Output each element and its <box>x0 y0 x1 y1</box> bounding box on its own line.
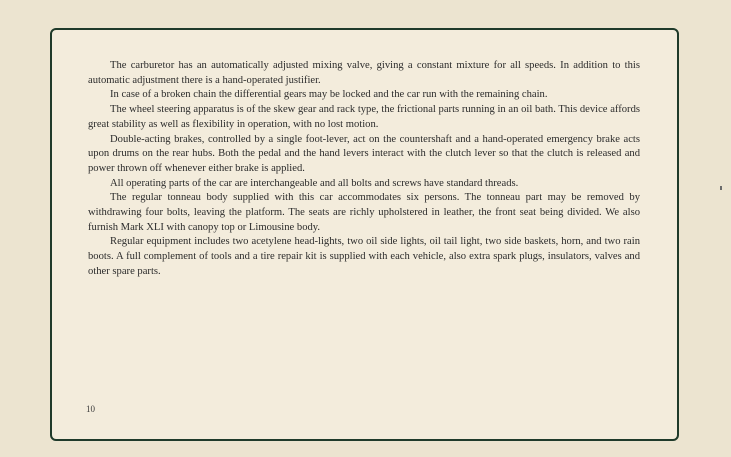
paragraph-tonneau-body: The regular tonneau body supplied with this car accommodates six persons. The tonneau part may be removed by withdrawing four bolts, leaving the platform. The seats are richly upholstered in leather, the front seat being divided. We also furnish Mark XLI with canopy top or Limousine body. <box>88 192 640 233</box>
paper-speck <box>720 186 722 190</box>
paragraph-equipment: Regular equipment includes two acetylene head-lights, two oil side lights, oil tail light, two side baskets, horn, and two rain boots. A full complement of tools and a tire repair kit is supplied with each vehicle, also extra spark plugs, insulators, valves and other spare parts. <box>88 236 640 277</box>
paragraph-steering: The wheel steering apparatus is of the skew gear and rack type, the frictional parts running in an oil bath. This device affords great stability as well as flexibility in operation, with no lost motion. <box>88 104 640 130</box>
paragraph-broken-chain: In case of a broken chain the differential gears may be locked and the car run with the remaining chain. <box>110 89 548 101</box>
paragraph-brakes: Double-acting brakes, controlled by a single foot-lever, act on the countershaft and a hand-operated emergency brake acts upon drums on the rear hubs. Both the pedal and the hand levers interact with the clutch lever so that the clutch is released and power thrown off whenever either brake is applied. <box>88 133 640 174</box>
paragraph-interchangeable-parts: All operating parts of the car are interchangeable and all bolts and screws have standard threads. <box>110 177 519 189</box>
paragraph-carburetor: The carburetor has an automatically adjusted mixing valve, giving a constant mixture for all speeds. In addition to this automatic adjustment there is a hand-operated justifier. <box>88 60 640 86</box>
page-number: 10 <box>86 404 95 414</box>
body-text <box>88 59 640 280</box>
